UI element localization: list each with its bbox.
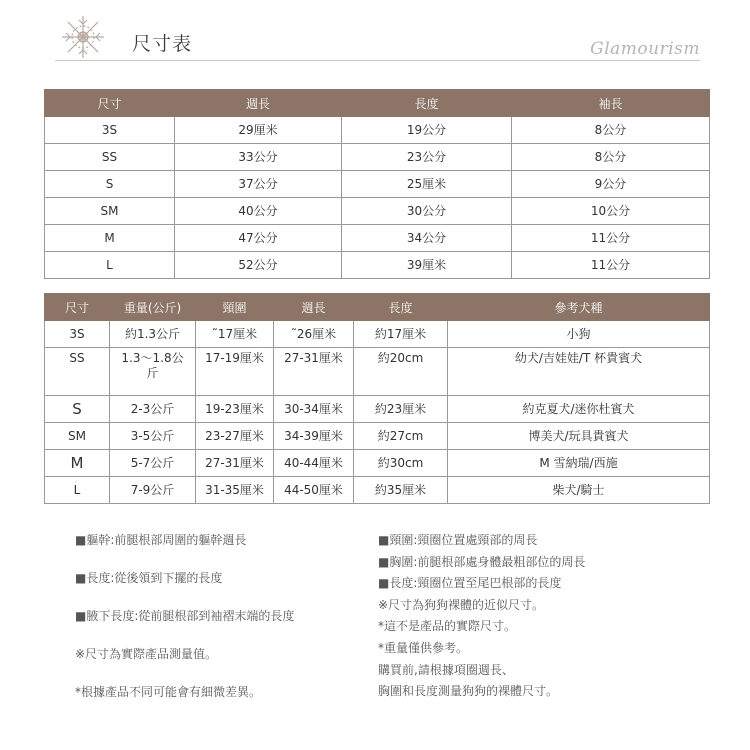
table-cell: SS [45, 144, 175, 171]
table-header-row [45, 294, 710, 321]
table-row [45, 348, 710, 396]
table-cell: 約23厘米 [354, 396, 448, 423]
size-table-dog-reference [44, 293, 710, 504]
note-line: ※尺寸為狗狗裸體的近似尺寸。 [378, 597, 545, 612]
table-cell: 40-44厘米 [274, 450, 354, 477]
column-header: 週長 [274, 294, 354, 321]
table-row [45, 321, 710, 348]
table-row [45, 396, 710, 423]
table-row [45, 144, 710, 171]
table-cell: 約17厘米 [354, 321, 448, 348]
table-cell: 約20cm [354, 348, 448, 396]
table-row [45, 252, 710, 279]
column-header: 參考犬種 [448, 294, 710, 321]
table-cell: 8公分 [512, 144, 710, 171]
table-row [45, 450, 710, 477]
table-cell: SM [45, 198, 175, 225]
table-cell: 2-3公斤 [110, 396, 196, 423]
column-header: 尺寸 [45, 294, 110, 321]
table-cell: 約克夏犬/迷你杜賓犬 [448, 396, 710, 423]
column-header: 週長 [175, 90, 342, 117]
table-row [45, 117, 710, 144]
table-cell: 小狗 [448, 321, 710, 348]
table-cell: 19-23厘米 [196, 396, 274, 423]
column-header: 袖長 [512, 90, 710, 117]
table-cell: 約30cm [354, 450, 448, 477]
table-cell: 幼犬/吉娃娃/T 杯貴賓犬 [448, 348, 710, 396]
column-header: 長度 [354, 294, 448, 321]
table-cell: 約35厘米 [354, 477, 448, 504]
table-cell: 約1.3公斤 [110, 321, 196, 348]
table-cell: 3S [45, 117, 175, 144]
table-cell: ˜17厘米 [196, 321, 274, 348]
page-title: 尺寸表 [132, 33, 193, 55]
note-line: *重量僅供參考。 [378, 640, 469, 655]
table-cell: 10公分 [512, 198, 710, 225]
table-cell: 11公分 [512, 225, 710, 252]
note-line: *根據產品不同可能會有細微差異。 [75, 685, 262, 699]
note-line: 購買前,請根據項圈週長、 [378, 662, 514, 677]
header-divider [55, 60, 700, 61]
table-cell: ˜26厘米 [274, 321, 354, 348]
table-cell: SS [45, 348, 110, 396]
table-cell: 47公分 [175, 225, 342, 252]
table-cell: M [45, 450, 110, 477]
table-cell: 29厘米 [175, 117, 342, 144]
table-cell: 23-27厘米 [196, 423, 274, 450]
table-cell: 柴犬/騎士 [448, 477, 710, 504]
table-row [45, 423, 710, 450]
column-header: 頸圍 [196, 294, 274, 321]
table-cell: 博美犬/玩具貴賓犬 [448, 423, 710, 450]
table-row [45, 477, 710, 504]
table-cell: 44-50厘米 [274, 477, 354, 504]
table-cell: 30-34厘米 [274, 396, 354, 423]
table-cell: 34公分 [342, 225, 512, 252]
measurement-notes-dog [378, 530, 708, 703]
note-line: ■胸圍:前腿根部處身體最粗部位的周長 [378, 554, 586, 569]
table-cell: S [45, 396, 110, 423]
table-cell: 約27cm [354, 423, 448, 450]
column-header: 重量(公斤) [110, 294, 196, 321]
table-cell: 7-9公斤 [110, 477, 196, 504]
table-cell: 1.3〜1.8公斤 [110, 348, 196, 396]
table-cell: L [45, 477, 110, 504]
table-cell: 30公分 [342, 198, 512, 225]
table-cell: S [45, 171, 175, 198]
table-cell: 23公分 [342, 144, 512, 171]
table-row [45, 225, 710, 252]
table-cell: 9公分 [512, 171, 710, 198]
column-header: 尺寸 [45, 90, 175, 117]
note-line: ■軀幹:前腿根部周圍的軀幹週長 [75, 533, 247, 547]
table-header-row [45, 90, 710, 117]
table-cell: 39厘米 [342, 252, 512, 279]
column-header: 長度 [342, 90, 512, 117]
table-cell: 3-5公斤 [110, 423, 196, 450]
table-cell: 27-31厘米 [274, 348, 354, 396]
measurement-notes-garment [75, 530, 375, 720]
table-cell: 52公分 [175, 252, 342, 279]
note-line: *這不是產品的實際尺寸。 [378, 619, 517, 634]
page-header [55, 12, 700, 64]
table-cell: 27-31厘米 [196, 450, 274, 477]
table-cell: 5-7公斤 [110, 450, 196, 477]
table-cell: L [45, 252, 175, 279]
table-cell: 40公分 [175, 198, 342, 225]
note-line: ■腋下長度:從前腿根部到袖褶末端的長度 [75, 609, 295, 623]
snowflake-logo-icon [60, 14, 106, 60]
table-cell: 34-39厘米 [274, 423, 354, 450]
note-line: ■頸圍:頸圈位置處頸部的周長 [378, 533, 538, 547]
table-cell: 25厘米 [342, 171, 512, 198]
table-cell: 31-35厘米 [196, 477, 274, 504]
table-cell: M [45, 225, 175, 252]
table-cell: 11公分 [512, 252, 710, 279]
table-cell: 19公分 [342, 117, 512, 144]
note-line: 胸圍和長度測量狗狗的裸體尺寸。 [378, 684, 559, 699]
table-row [45, 171, 710, 198]
table-cell: SM [45, 423, 110, 450]
brand-logo-text: Glamourism [590, 39, 700, 59]
table-row [45, 198, 710, 225]
table-cell: 33公分 [175, 144, 342, 171]
table-cell: 3S [45, 321, 110, 348]
size-table-garment [44, 89, 710, 279]
table-cell: 8公分 [512, 117, 710, 144]
table-cell: 17-19厘米 [196, 348, 274, 396]
note-line: ※尺寸為實際產品測量值。 [75, 647, 218, 661]
table-cell: M 雪納瑞/西施 [448, 450, 710, 477]
table-cell: 37公分 [175, 171, 342, 198]
note-line: ■長度:頸圈位置至尾巴根部的長度 [378, 576, 562, 591]
note-line: ■長度:從後領到下擺的長度 [75, 571, 223, 585]
